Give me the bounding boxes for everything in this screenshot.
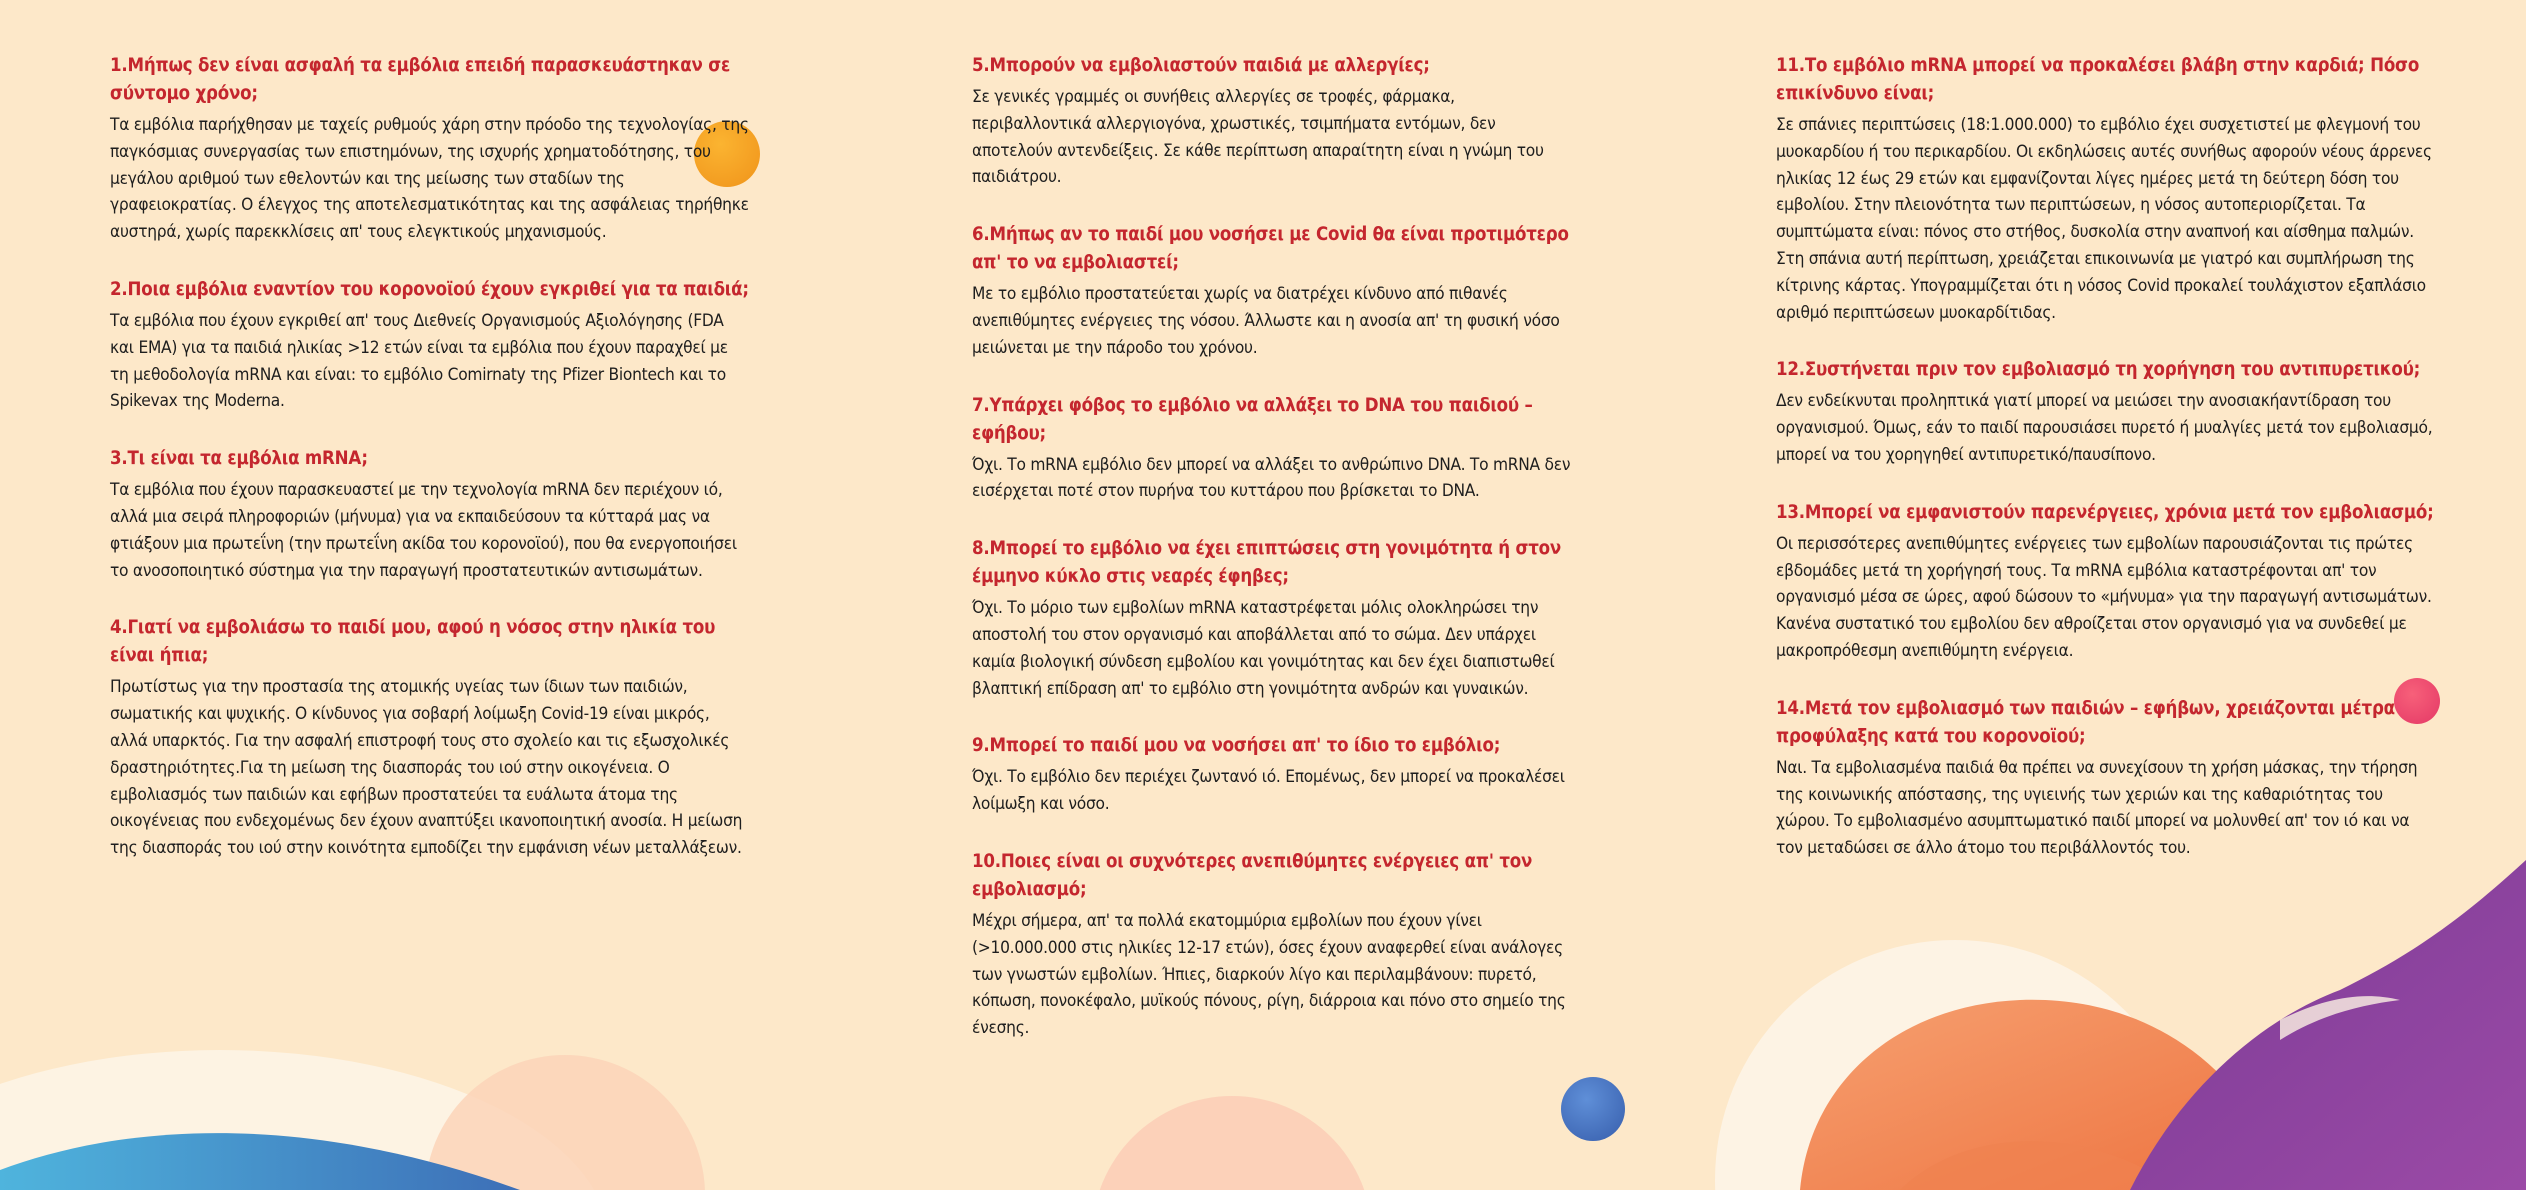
faq-item-14 xyxy=(1776,695,2436,862)
faq-answer-1: Τα εμβόλια παρήχθησαν με ταχείς ρυθμούς χάρη στην πρόοδο της τεχνολογίας, της παγκόσμιας συνεργασίας των επιστημόνων, της ισχυρής χρηματοδότησης, του μεγάλου αριθμού των εθελοντών και της μείωσης των σταδίων της γραφειοκρατίας. Ο έλεγχος της αποτελεσματικότητας και της ασφάλειας τηρήθηκε αυστηρά, χωρίς παρεκκλίσεις απ' τους ελεγκτικούς μηχανισμούς. xyxy=(110,115,749,243)
faq-question-13: 13.Μπορεί να εμφανιστούν παρενέργειες, χρόνια μετά τον εμβολιασμό; xyxy=(1776,501,2434,523)
faq-answer-3: Τα εμβόλια που έχουν παρασκευαστεί με την τεχνολογία mRNA δεν περιέχουν ιό, αλλά μια σειρά πληροφοριών (μήνυμα) για να εκπαιδεύσουν τα κύτταρά μας να φτιάξουν μια πρωτεΐνη (την πρωτεΐνη ακίδα του κορονοϊού), που θα ενεργοποιήσει το ανοσοποιητικό σύστημα για την παραγωγή προστατευτικών αντισωμάτων. xyxy=(110,480,737,581)
faq-answer-5: Σε γενικές γραμμές οι συνήθεις αλλεργίες σε τροφές, φάρμακα, περιβαλλοντικά αλλεργιογόνα, χρωστικές, τσιμπήματα εντόμων, δεν αποτελούν αντενδείξεις. Σε κάθε περίπτωση απαραίτητη είναι η γνώμη του παιδιάτρου. xyxy=(972,87,1544,188)
faq-answer-8: Όχι. Το μόριο των εμβολίων mRNA καταστρέφεται μόλις ολοκληρώσει την αποστολή του στον οργανισμό και αποβάλλεται από το σώμα. Δεν υπάρχει καμία βιολογική σύνδεση εμβολίου και γονιμότητας και δεν έχει διαπιστωθεί βλαπτική επίδραση απ' το εμβόλιο στη γονιμότητα ανδρών και γυναικών. xyxy=(972,598,1555,699)
faq-answer-9: Όχι. Το εμβόλιο δεν περιέχει ζωντανό ιό. Επομένως, δεν μπορεί να προκαλέσει λοίμωξη και νόσο. xyxy=(972,767,1565,815)
faq-question-5: 5.Μπορούν να εμβολιαστούν παιδιά με αλλεργίες; xyxy=(972,55,1430,76)
faq-answer-2: Τα εμβόλια που έχουν εγκριθεί απ' τους Διεθνείς Οργανισμούς Αξιολόγησης (FDA και EMA) για τα παιδιά ηλικίας >12 ετών είναι τα εμβόλια που έχουν παραχθεί με τη μεθοδολογία mRNA και είναι: το εμβόλιο Comirnaty της Pfizer Biontech και το Spikevax της Moderna. xyxy=(110,310,728,412)
faq-item-2 xyxy=(110,276,750,415)
faq-question-4: 4.Γιατί να εμβολιάσω το παιδί μου, αφού η νόσος στην ηλικία του είναι ήπια; xyxy=(110,617,716,667)
faq-question-12: 12.Συστήνεται πριν τον εμβολιασμό τη χορήγηση του αντιπυρετικού; xyxy=(1776,359,2421,381)
faq-answer-13: Οι περισσότερες ανεπιθύμητες ενέργειες των εμβολίων παρουσιάζονται τις πρώτες εβδομάδες μετά τη χορήγησή τους. Τα mRNA εμβόλια καταστρέφονται απ' τον οργανισμό μέσα σε ώρες, αφού δώσουν το «μήνυμα» για την παραγωγή αντισωμάτων. Κανένα συστατικό του εμβολίου δεν αθροίζεται στον οργανισμό για να συνδεθεί με μακροπρόθεσμη ανεπιθύμητη ενέργεια. xyxy=(1776,533,2432,661)
faq-item-11 xyxy=(1776,52,2436,326)
faq-answer-7: Όχι. Το mRNA εμβόλιο δεν μπορεί να αλλάξει το ανθρώπινο DNA. Το mRNA δεν εισέρχεται ποτέ στον πυρήνα του κυττάρου που βρίσκεται το DNA. xyxy=(972,454,1571,502)
faq-question-8: 8.Μπορεί το εμβόλιο να έχει επιπτώσεις στη γονιμότητα ή στον έμμηνο κύκλο στις νεαρές έφηβες; xyxy=(972,538,1561,588)
faq-item-3 xyxy=(110,445,750,584)
faq-question-3: 3.Τι είναι τα εμβόλια mRNA; xyxy=(110,448,368,470)
faq-answer-10: Μέχρι σήμερα, απ' τα πολλά εκατομμύρια εμβολίων που έχουν γίνει (>10.000.000 στις ηλικίες 12-17 ετών), όσες έχουν αναφερθεί είναι ανάλογες των γνωστών εμβολίων. Ήπιες, διαρκούν λίγο και περιλαμβάνουν: πυρετό, κόπωση, πονοκέφαλο, μυϊκούς πόνους, ρίγη, διάρροια και πόνο στο σημείο της ένεσης. xyxy=(972,910,1566,1039)
faq-question-14: 14.Μετά τον εμβολιασμό των παιδιών – εφήβων, χρειάζονται μέτρα προφύλαξης κατά του κορονοϊού; xyxy=(1776,697,2395,747)
faq-question-6: 6.Μήπως αν το παιδί μου νοσήσει με Covid θα είναι προτιμότερο απ' το να εμβολιαστεί; xyxy=(972,224,1569,274)
faq-question-7: 7.Υπάρχει φόβος το εμβόλιο να αλλάξει το DNA του παιδιού – εφήβου; xyxy=(972,394,1533,444)
faq-item-8 xyxy=(972,535,1572,702)
faq-answer-6: Με το εμβόλιο προστατεύεται χωρίς να διατρέχει κίνδυνο από πιθανές ανεπιθύμητες ενέργειες της νόσου. Άλλωστε και η ανοσία απ' τη φυσική νόσο μειώνεται με την πάροδο του χρόνου. xyxy=(972,284,1560,358)
faq-item-5 xyxy=(972,52,1572,191)
faq-item-4 xyxy=(110,614,750,862)
faq-answer-12: Δεν ενδείκνυται προληπτικά γιατί μπορεί να μειώσει την ανοσιακήαντίδραση του οργανισμού. Όμως, εάν το παιδί παρουσιάσει πυρετό ή μυαλγίες μετά τον εμβολιασμό, μπορεί να του χορηγηθεί αντιπυρετικό/παυσίπονο. xyxy=(1776,391,2433,465)
bottom-left-wave xyxy=(0,1050,705,1190)
faq-item-6 xyxy=(972,221,1572,361)
faq-question-11: 11.Το εμβόλιο mRNA μπορεί να προκαλέσει βλάβη στην καρδιά; Πόσο επικίνδυνο είναι; xyxy=(1776,55,2420,104)
faq-question-1: 1.Μήπως δεν είναι ασφαλή τα εμβόλια επειδή παρασκευάστηκαν σε σύντομο χρόνο; xyxy=(110,55,731,104)
faq-question-2: 2.Ποια εμβόλια εναντίον του κορονοϊού έχουν εγκριθεί για τα παιδιά; xyxy=(110,278,749,300)
bottom-right-wave xyxy=(1715,860,2526,1190)
column-1 xyxy=(110,52,750,892)
faq-item-7 xyxy=(972,392,1572,506)
faq-item-12 xyxy=(1776,356,2436,468)
column-3 xyxy=(1776,52,2436,892)
faq-item-9 xyxy=(972,732,1572,818)
faq-question-10: 10.Ποιες είναι οι συχνότερες ανεπιθύμητες ενέργειες απ' τον εμβολιασμό; xyxy=(972,850,1533,900)
bottom-center-circle xyxy=(1092,1096,1372,1190)
faq-answer-14: Ναι. Τα εμβολιασμένα παιδιά θα πρέπει να συνεχίσουν τη χρήση μάσκας, την τήρηση της κοινωνικής απόστασης, της υγιεινής των χεριών και της καθαριότητας του χώρου. Το εμβολιασμένο ασυμπτωματικό παιδί μπορεί να μολυνθεί απ' τον ιό και να τον μεταδώσει σε άλλο άτομο του περιβάλλοντός του. xyxy=(1776,757,2418,859)
faq-item-10 xyxy=(972,848,1572,1042)
faq-item-1 xyxy=(110,52,750,246)
faq-answer-4: Πρωτίστως για την προστασία της ατομικής υγείας των ίδιων των παιδιών, σωματικής και ψυχικής. Ο κίνδυνος για σοβαρή λοίμωξη Covid-19 είναι μικρός, αλλά υπαρκτός. Για την ασφαλή επιστροφή τους στο σχολείο και τις εξωσχολικές δραστηριότητες.Για τη μείωση της διασποράς του ιού στην οικογένεια. Ο εμβολιασμός των παιδιών και εφήβων προστατεύει τα ευάλωτα άτομα της οικογένειας που ενδεχομένως δεν έχουν αναπτύξει ικανοποιητική ανοσία. Η μείωση της διασποράς του ιού στην κοινότητα εμποδίζει την εμφάνιση νέων μεταλλάξεων. xyxy=(110,677,743,859)
faq-question-9: 9.Μπορεί το παιδί μου να νοσήσει απ' το ίδιο το εμβόλιο; xyxy=(972,735,1501,757)
column-2 xyxy=(972,52,1572,1072)
blue-dot xyxy=(1561,1077,1625,1141)
faq-answer-11: Σε σπάνιες περιπτώσεις (18:1.000.000) το εμβόλιο έχει συσχετιστεί με φλεγμονή του μυοκαρδίου ή του περικαρδίου. Οι εκδηλώσεις αυτές συνήθως αφορούν νέους άρρενες ηλικίας 12 έως 29 ετών και εμφανίζονται λίγες ημέρες μετά τη δεύτερη δόση του εμβολίου. Στην πλειονότητα των περιπτώσεων, η νόσος αυτοπεριορίζεται. Τα συμπτώματα είναι: πόνος στο στήθος, δυσκολία στην αναπνοή και αίσθημα παλμών. Στη σπάνια αυτή περίπτωση, χρειάζεται επικοινωνία με γιατρό και συμπλήρωση της κίτρινης κάρτας. Υπογραμμίζεται ότι η νόσος Covid προκαλεί τουλάχιστον εξαπλάσιο αριθμό περιπτώσεων μυοκαρδίτιδας. xyxy=(1776,115,2432,323)
faq-item-13 xyxy=(1776,499,2436,665)
